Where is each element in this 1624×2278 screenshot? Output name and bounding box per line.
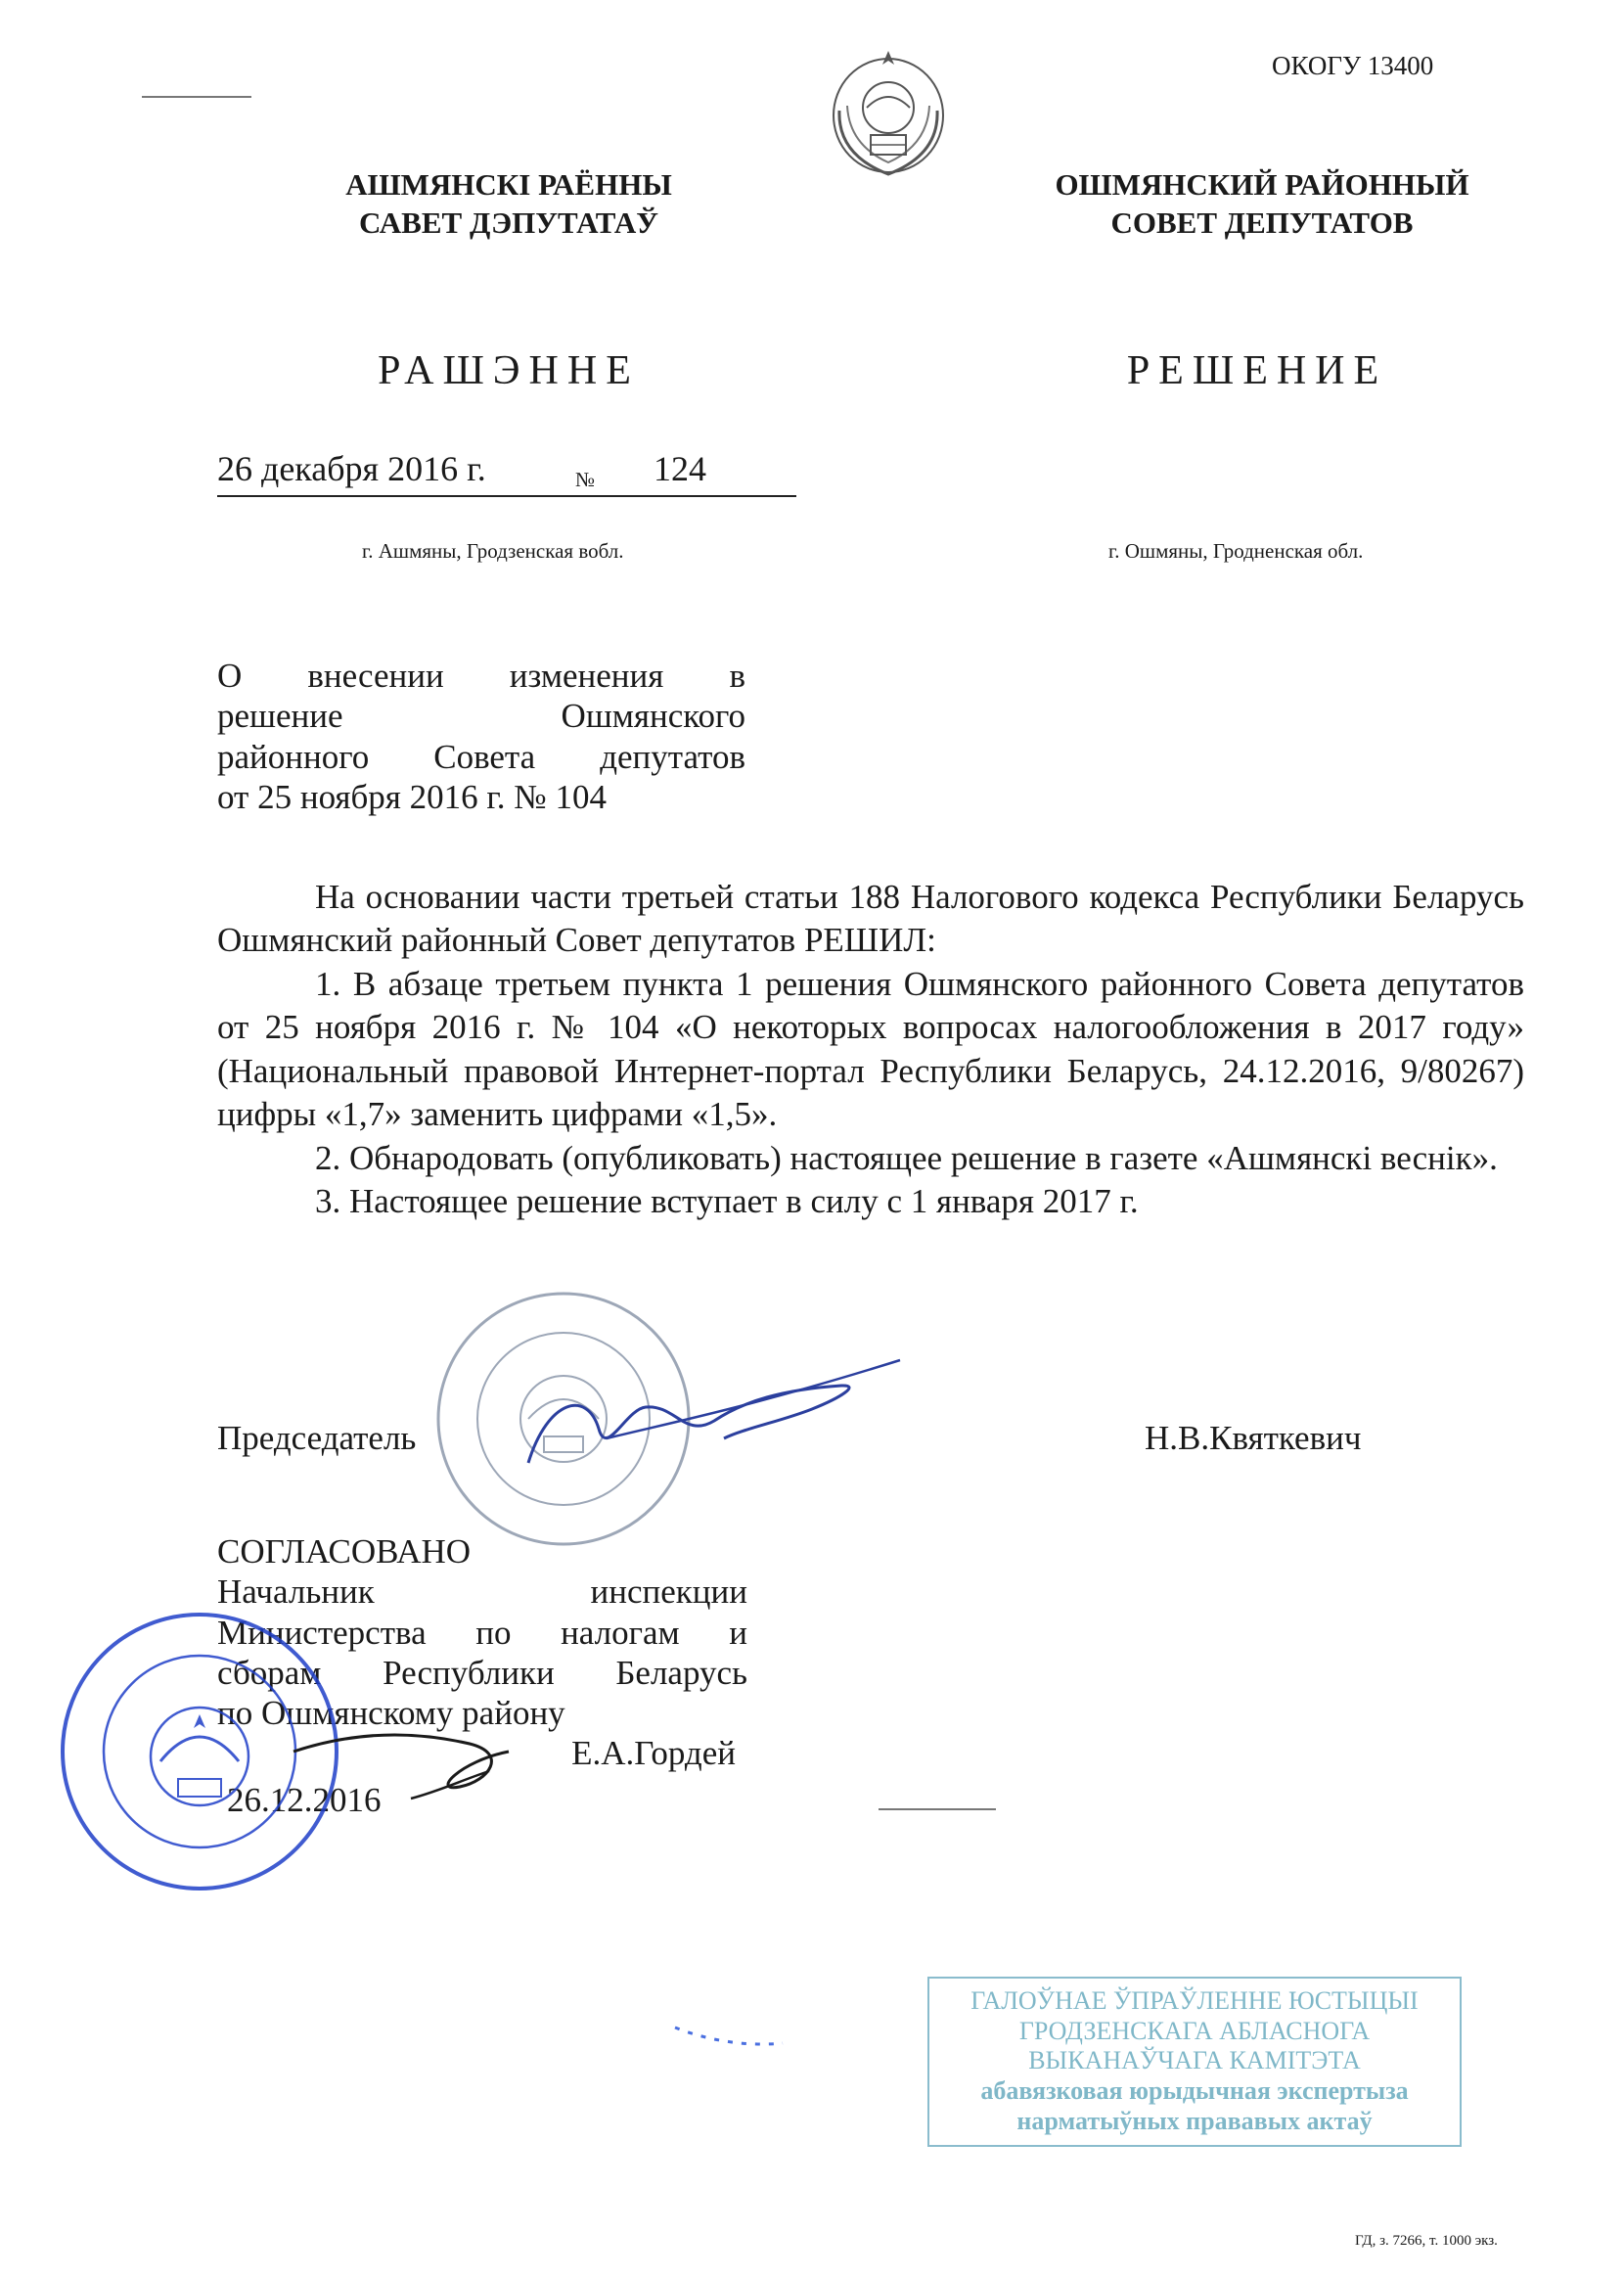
registry-stamp-line4: абавязковая юрыдычная экспертыза — [980, 2076, 1409, 2106]
agreed-line2: Министерства по налогам и — [217, 1613, 747, 1652]
agreed-label: СОГЛАСОВАНО — [217, 1532, 472, 1571]
org-name-by-line2: САВЕТ ДЭПУТАТАЎ — [358, 205, 659, 240]
agreed-line3: сборам Республики Беларусь — [217, 1653, 747, 1692]
agreed-line4: по Ошмянскому району — [217, 1694, 565, 1733]
registry-stamp-line5: нарматыўных прававых актаў — [1016, 2106, 1373, 2135]
registry-stamp-line3: ВЫКАНАЎЧАГА КАМІТЭТА — [1028, 2046, 1361, 2075]
registry-stamp-line2: ГРОДЗЕНСКАГА АБЛАСНОГА — [1018, 2016, 1371, 2045]
body-item-1: 1. В абзаце третьем пункта 1 решения Ошмянского районного Совета депутатов от 25 ноября 2016 г. № 104 «О некоторых вопросах налогообложения в 2017 году» (Национальный правовой Интернет-портал Республики Беларусь, 24.12.2016, 9/80267) цифры «1,7» заменить цифрами «1,5». — [217, 964, 1524, 1134]
council-seal — [438, 1294, 689, 1544]
subject-line3: районного Совета депутатов — [217, 737, 745, 776]
number-sign: № — [575, 468, 596, 491]
agreed-line1: Начальник инспекции — [217, 1572, 747, 1612]
signatory-name: Н.В.Квяткевич — [1145, 1419, 1362, 1457]
print-footer: ГД, з. 7266, т. 1000 экз. — [1355, 2233, 1498, 2249]
decision-date: 26 декабря 2016 г. — [217, 449, 486, 488]
registry-stamp-line1: ГАЛОЎНАЕ ЎПРАЎЛЕННЕ ЮСТЫЦЫІ — [970, 1986, 1419, 2015]
gordey-signature — [293, 1735, 509, 1799]
body-item-3: 3. Настоящее решение вступает в силу с 1 января 2017 г. — [315, 1182, 1139, 1221]
registry-stamp — [927, 1977, 1462, 2147]
subject-line2: решение Ошмянского — [217, 697, 745, 736]
body-preamble: На основании части третьей статьи 188 Налогового кодекса Республики Беларусь Ошмянский районный Совет депутатов РЕШИЛ: — [217, 878, 1524, 960]
decision-number: 124 — [654, 449, 706, 488]
subject-line1: О внесении изменения в — [217, 657, 745, 695]
ink-dots — [675, 2027, 783, 2044]
body-item-2: 2. Обнародовать (опубликовать) настоящее решение в газете «Ашмянскі веснік». — [315, 1138, 1498, 1177]
org-name-ru-line1: ОШМЯНСКИЙ РАЙОННЫЙ — [1055, 167, 1469, 202]
subject-line4: от 25 ноября 2016 г. № 104 — [217, 777, 607, 816]
signatory-title: Председатель — [217, 1419, 417, 1457]
place-by: г. Ашмяны, Гродзенская вобл. — [362, 539, 624, 563]
org-name-ru-line2: СОВЕТ ДЕПУТАТОВ — [1110, 205, 1414, 240]
place-ru: г. Ошмяны, Гродненская обл. — [1108, 539, 1364, 563]
okogu-code: ОКОГУ 13400 — [1272, 51, 1434, 80]
org-name-by-line1: АШМЯНСКІ РАЁННЫ — [345, 167, 672, 202]
doc-type-ru: РЕШЕНИЕ — [1126, 348, 1388, 393]
agreed-date: 26.12.2016 — [227, 1781, 382, 1819]
agreed-name: Е.А.Гордей — [571, 1734, 736, 1773]
doc-type-by: РАШЭННЕ — [378, 348, 640, 393]
